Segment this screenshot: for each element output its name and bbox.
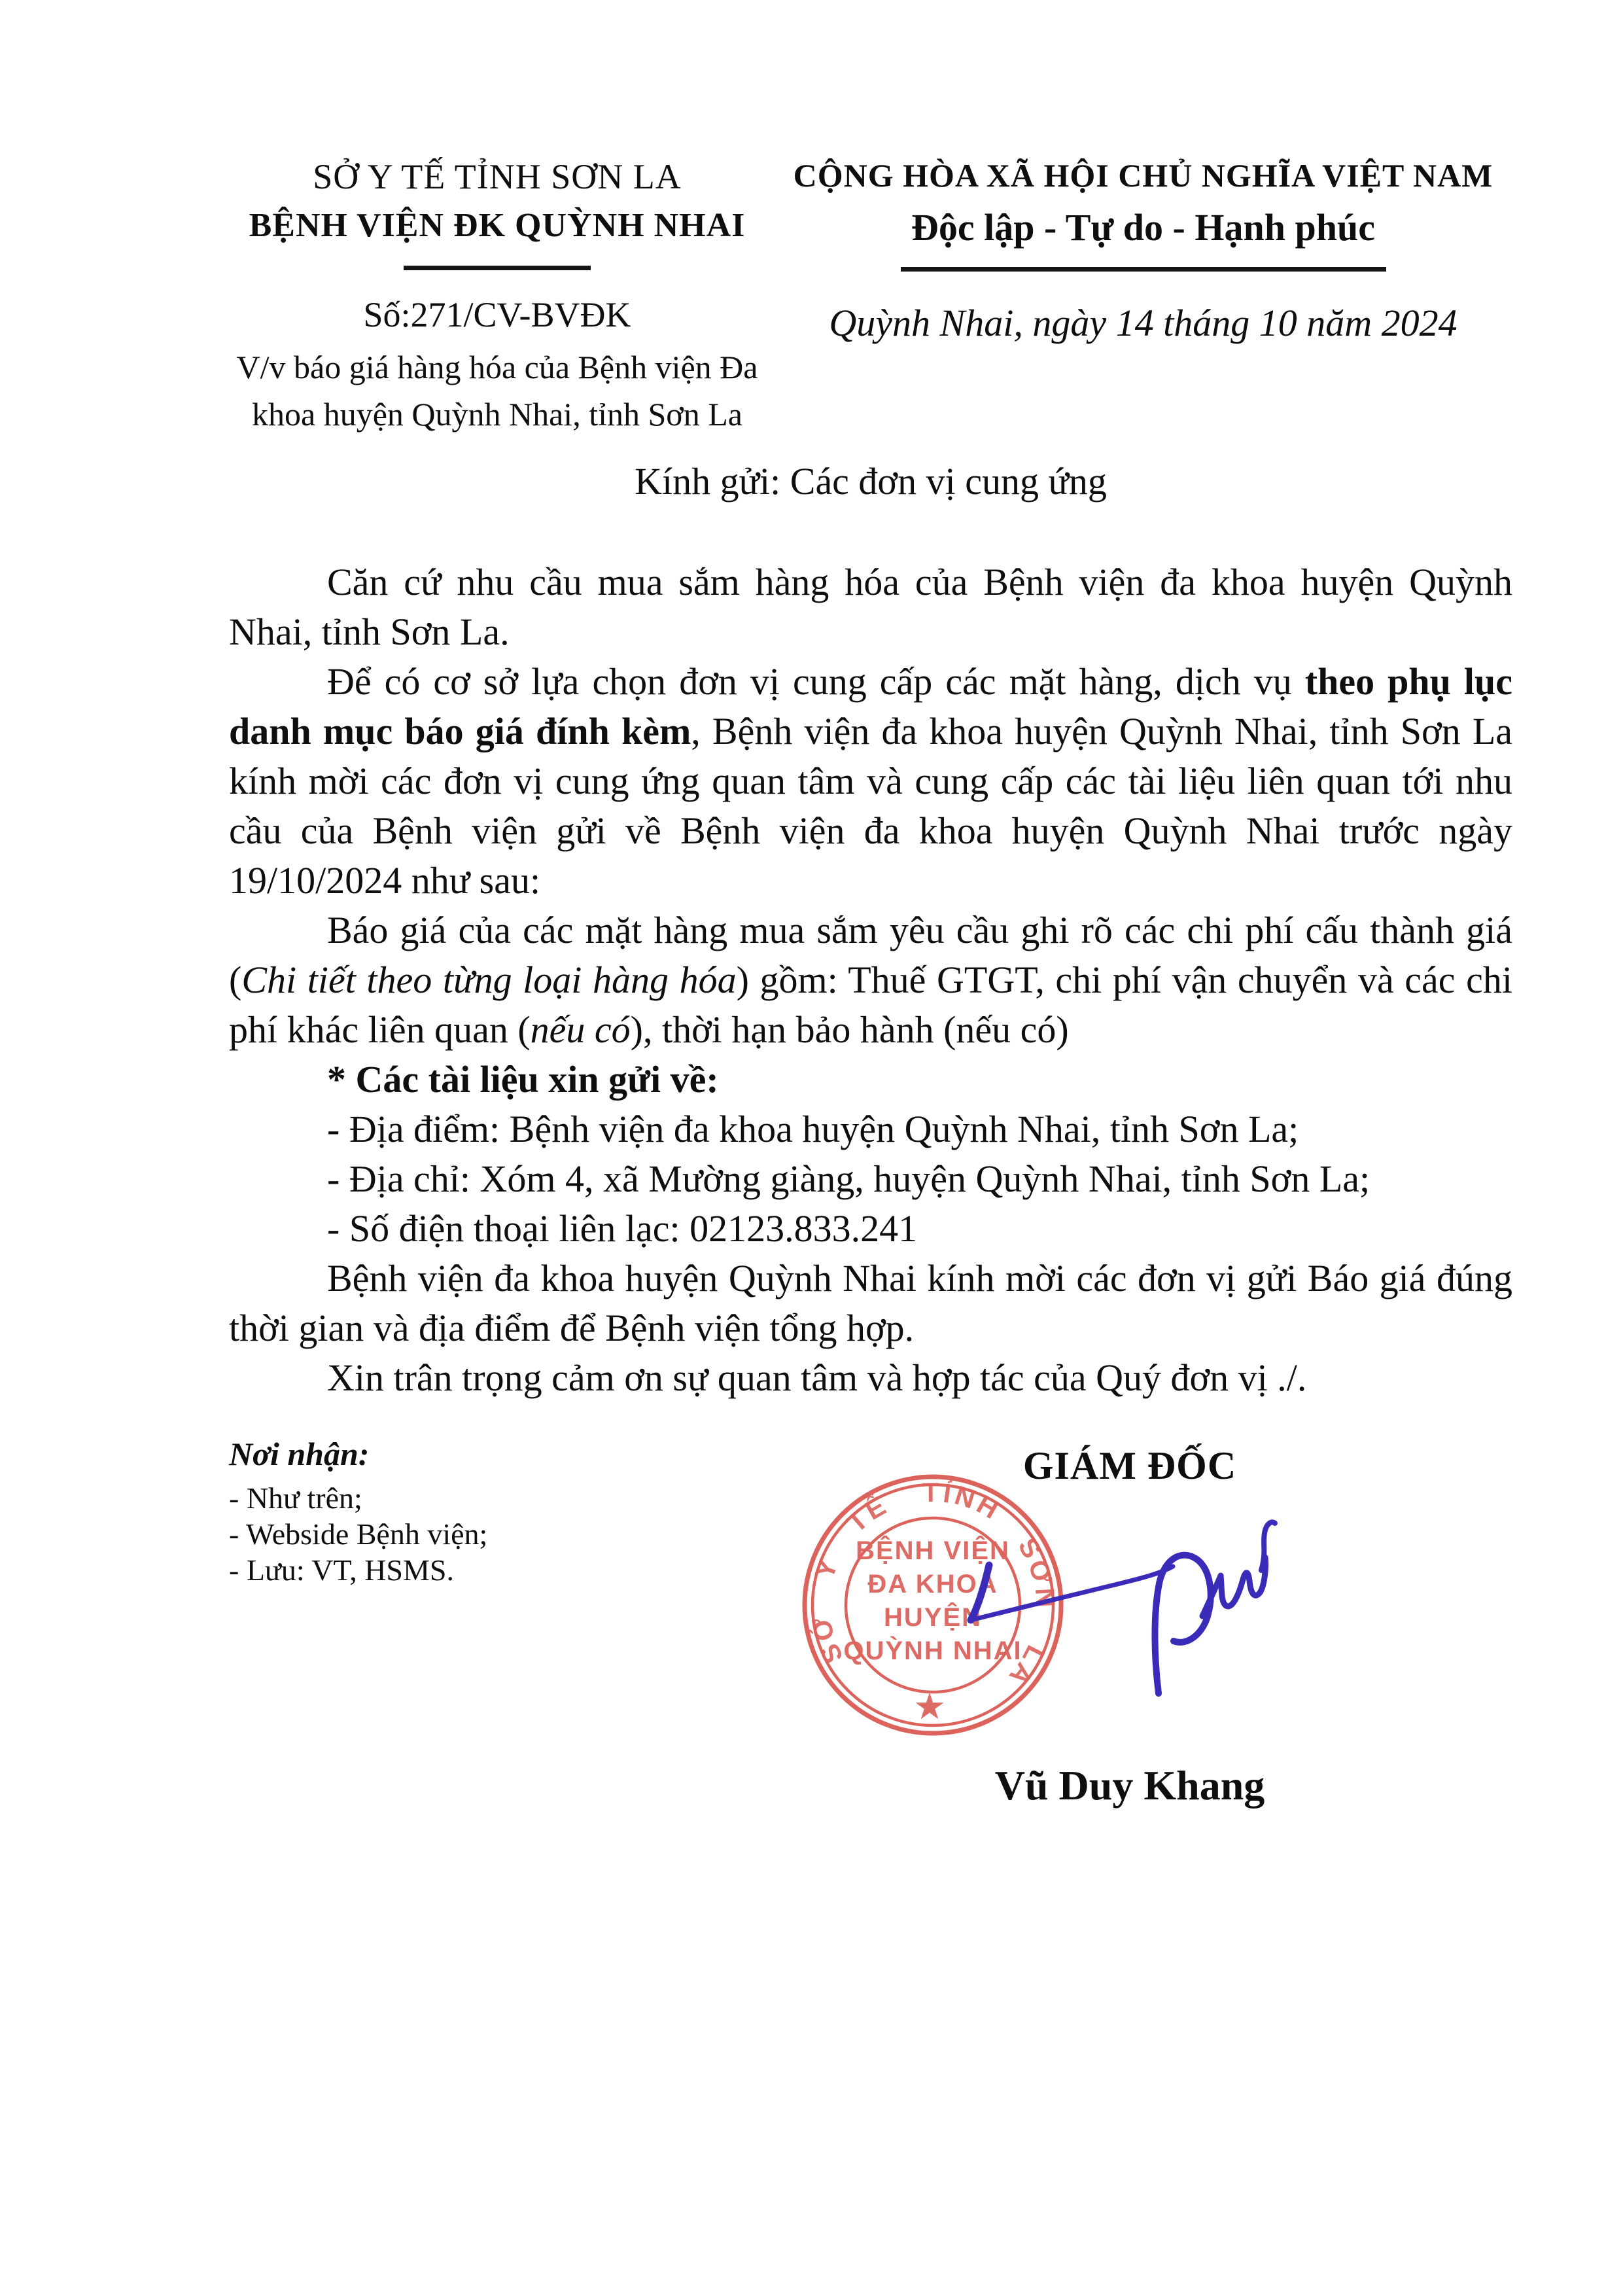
issuing-org-block: [236, 156, 759, 438]
quote-req-mid: ) gồm: Thuế GTGT, chi phí vận chuyển và các chi phí khác liên quan (: [229, 959, 1512, 1051]
subject-line-1: V/v báo giá hàng hóa của Bệnh viện Đa: [236, 349, 758, 385]
recipient-item: - Lưu: VT, HSMS.: [229, 1553, 454, 1587]
recipient-item: - Như trên;: [229, 1481, 362, 1515]
seal-center-line-3: HUYỆN: [883, 1603, 983, 1632]
recipients-block: [229, 1434, 726, 1588]
seal-center-line-4: QUỲNH NHAI: [843, 1636, 1022, 1665]
national-motto: Độc lập - Tự do - Hạnh phúc: [911, 206, 1375, 249]
signer-name: Vũ Duy Khang: [994, 1762, 1265, 1809]
seal-center-line-2: ĐA KHOA: [867, 1570, 998, 1598]
stamp-and-signature: [739, 1400, 1328, 1806]
document-subject: [236, 344, 759, 438]
letter-body: [229, 457, 1512, 1403]
recipients-heading: Nơi nhận:: [229, 1436, 370, 1472]
document-number: Số:271/CV-BVĐK: [363, 295, 631, 334]
paragraph-invitation-bold: theo phụ lục danh mục báo giá đính kèm: [229, 660, 1512, 752]
paragraph-invitation-pre: Để có cơ sở lựa chọn đơn vị cung cấp các mặt hàng, dịch vụ: [327, 660, 1305, 703]
list-item-location: - Địa điểm: Bệnh viện đa khoa huyện Quỳnh Nhai, tỉnh Sơn La;: [327, 1108, 1299, 1150]
paragraph-invitation-post: , Bệnh viện đa khoa huyện Quỳnh Nhai, tỉnh Sơn La kính mời các đơn vị cung ứng quan tâm và cung cấp các tài liệu liên quan tới nhu cầu của Bệnh viện gửi về Bệnh viện đa khoa huyện Quỳnh Nhai trước ngày 19/10/2024 như sau:: [229, 710, 1512, 902]
org-divider-line: [404, 266, 591, 270]
quote-req-pre: Báo giá của các mặt hàng mua sắm yêu cầu ghi rõ các chi phí cấu thành giá (: [229, 909, 1512, 1001]
paragraph-basis: Căn cứ nhu cầu mua sắm hàng hóa của Bệnh viện đa khoa huyện Quỳnh Nhai, tỉnh Sơn La.: [229, 561, 1512, 653]
paragraph-quote-requirements: [229, 906, 1512, 1055]
salutation: Kính gửi: Các đơn vị cung ứng: [635, 460, 1107, 503]
signature-loop: [1155, 1555, 1210, 1693]
motto-divider-line: [901, 267, 1386, 272]
seal-star-icon: ★: [913, 1686, 947, 1728]
national-motto-block: [785, 156, 1501, 346]
parent-org-name: SỞ Y TẾ TỈNH SƠN LA: [313, 157, 682, 196]
hospital-name: BỆNH VIỆN ĐK QUỲNH NHAI: [249, 207, 746, 244]
quote-req-italic-detail: Chi tiết theo từng loại hàng hóa: [241, 959, 737, 1001]
documents-heading: * Các tài liệu xin gửi về:: [327, 1058, 719, 1101]
quote-req-post: ), thời hạn bảo hành (nếu có): [630, 1008, 1069, 1051]
paragraph-invitation: [229, 657, 1512, 906]
seal-center-line-1: BỆNH VIỆN: [856, 1536, 1010, 1565]
seal-ring-textpath: SỞ Y TẾ TỈNH SƠN LA: [804, 1477, 1061, 1694]
paragraph-deadline: Bệnh viện đa khoa huyện Quỳnh Nhai kính mời các đơn vị gửi Báo giá đúng thời gian và địa điểm để Bệnh viện tổng hợp.: [229, 1257, 1512, 1349]
place-and-date: Quỳnh Nhai, ngày 14 tháng 10 năm 2024: [829, 302, 1457, 344]
paragraph-thanks: Xin trân trọng cảm ơn sự quan tâm và hợp tác của Quý đơn vị ./.: [327, 1356, 1307, 1399]
quote-req-italic-ifany: nếu có: [530, 1008, 631, 1051]
subject-line-2: khoa huyện Quỳnh Nhai, tỉnh Sơn La: [252, 396, 742, 433]
list-item-phone: - Số điện thoại liên lạc: 02123.833.241: [327, 1207, 918, 1250]
list-item-address: - Địa chỉ: Xóm 4, xã Mường giàng, huyện Quỳnh Nhai, tỉnh Sơn La;: [327, 1157, 1370, 1200]
recipient-item: - Webside Bệnh viện;: [229, 1517, 488, 1551]
national-title: CỘNG HÒA XÃ HỘI CHỦ NGHĨA VIỆT NAM: [793, 157, 1493, 194]
signature-long-line: [971, 1566, 1173, 1620]
signer-title: GIÁM ĐỐC: [1022, 1444, 1237, 1487]
